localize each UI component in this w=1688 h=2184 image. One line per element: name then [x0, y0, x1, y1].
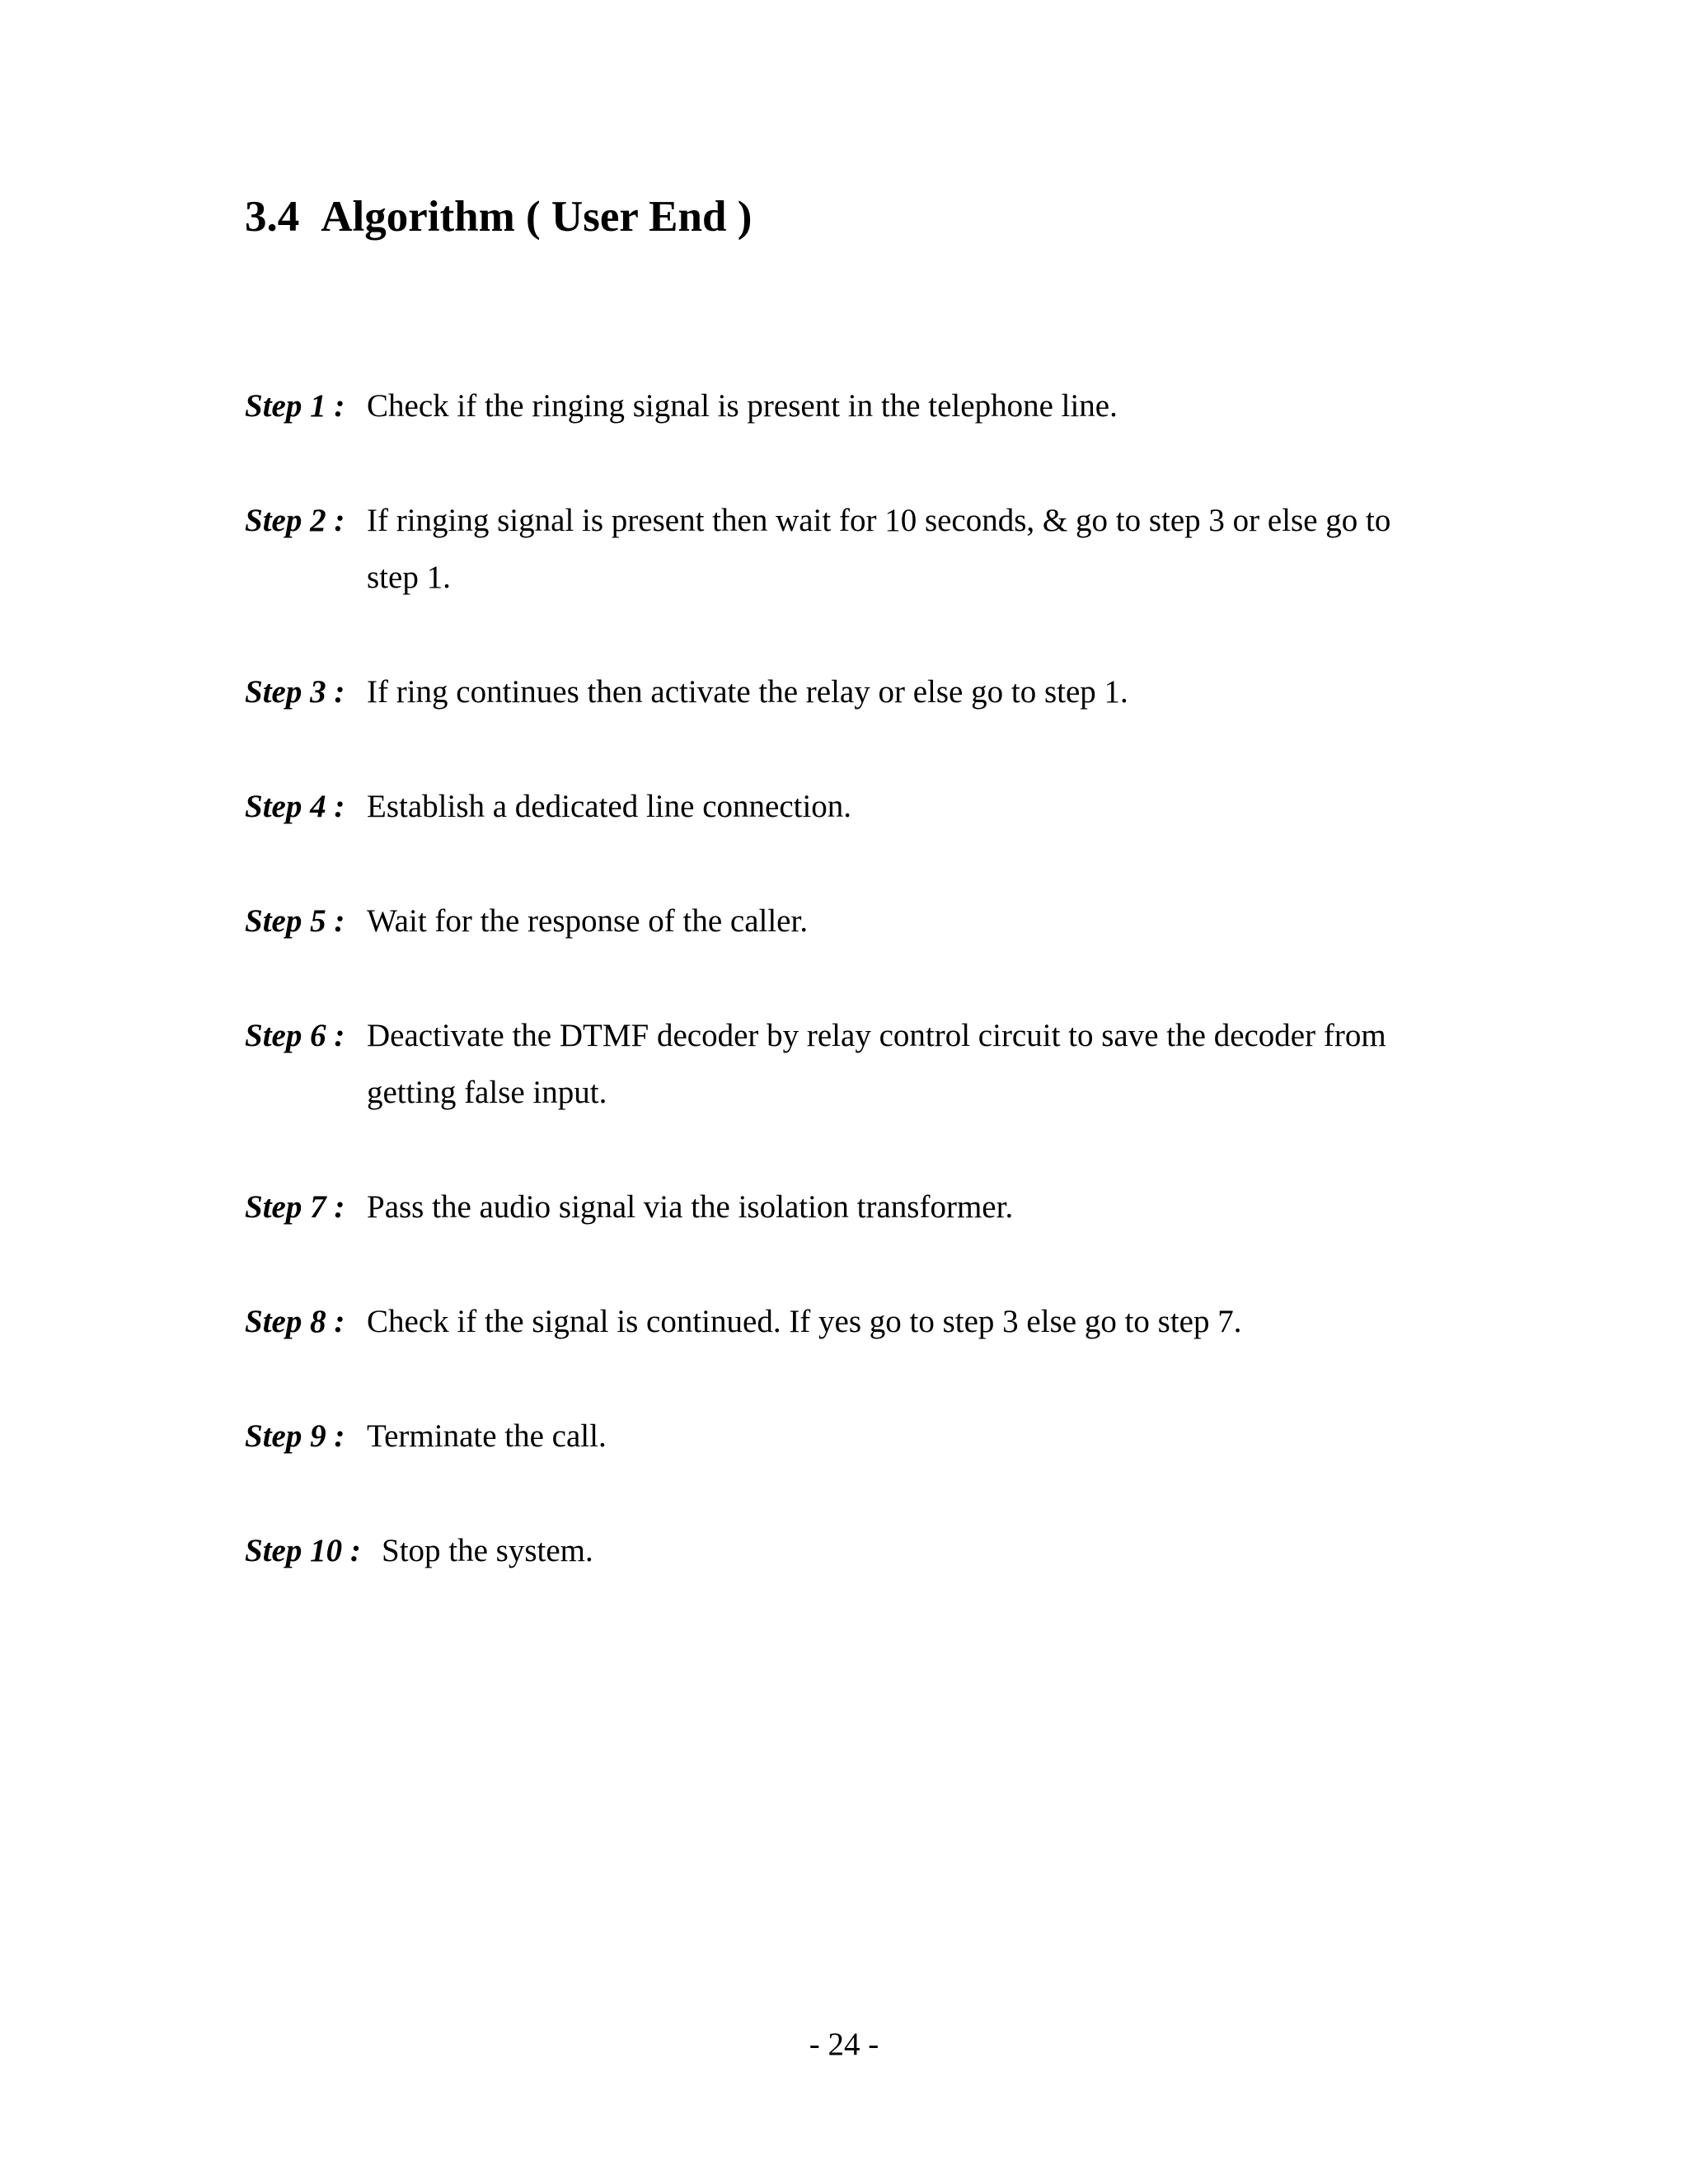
step-text: Pass the audio signal via the isolation transformer. — [367, 1189, 1014, 1225]
step-label: Step 6 : — [245, 1018, 345, 1053]
step-label: Step 3 : — [245, 674, 345, 710]
step-text: Deactivate the DTMF decoder by relay control circuit to save the decoder from getting false input. — [367, 1018, 1386, 1110]
step-item — [245, 1522, 1440, 1579]
step-text: Wait for the response of the caller. — [367, 903, 809, 939]
step-label: Step 5 : — [245, 903, 345, 939]
step-item — [245, 1179, 1440, 1235]
step-text: If ringing signal is present then wait for 10 seconds, & go to step 3 or else go to step 1. — [367, 503, 1391, 595]
step-label: Step 4 : — [245, 789, 345, 824]
step-text: Check if the ringing signal is present in the telephone line. — [367, 388, 1118, 424]
step-label: Step 2 : — [245, 503, 345, 538]
step-item — [245, 1408, 1440, 1465]
algorithm-steps-list — [245, 377, 1440, 1637]
step-text: Check if the signal is continued. If yes go to step 3 else go to step 7. — [367, 1304, 1242, 1339]
step-text: Stop the system. — [382, 1533, 593, 1568]
step-text: Establish a dedicated line connection. — [367, 789, 852, 824]
step-label: Step 8 : — [245, 1304, 345, 1339]
step-label: Step 10 : — [245, 1533, 361, 1568]
step-item — [245, 1007, 1440, 1121]
step-item — [245, 778, 1440, 835]
step-item — [245, 663, 1440, 720]
step-item — [245, 377, 1440, 434]
section-heading — [245, 191, 752, 244]
step-item — [245, 492, 1440, 606]
step-label: Step 7 : — [245, 1189, 345, 1225]
step-item — [245, 1293, 1440, 1350]
section-number: 3.4 — [245, 193, 300, 241]
step-label: Step 9 : — [245, 1418, 345, 1454]
step-text: If ring continues then activate the relay or else go to step 1. — [367, 674, 1128, 710]
page-number: - 24 - — [809, 2027, 879, 2062]
step-text: Terminate the call. — [367, 1418, 607, 1454]
section-title-text: Algorithm ( User End ) — [321, 193, 753, 241]
step-item — [245, 893, 1440, 949]
step-label: Step 1 : — [245, 388, 345, 424]
